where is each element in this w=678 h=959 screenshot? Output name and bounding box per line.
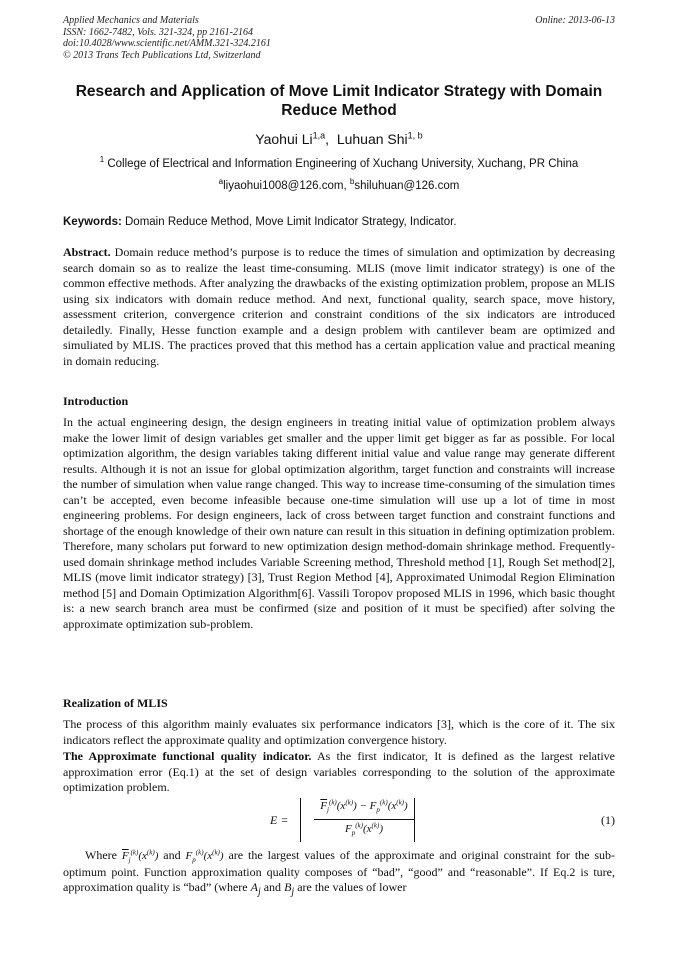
introduction-paragraph: In the actual engineering design, the design engineers in treating initial value of optimization problem always make the lower limit of design variables get smaller and the upper limit get bigger as far as possible. For local optimization algorithm, the design variables taking different initial value and value range may generate different results. Although it is not an issue for global optimization algorithm, target function and constraints will increase the number of simulation when value range changed. This way to increase time-consuming of the simulation times can’t be accepted, even become infeasible because one-time simulation will use up a lot of time in most engineering problems. For design engineers, lack of cross between target function and constraint functions and shortage of the enough knowledge of their own nature can result in this situation in defining optimization problem. Therefore, many scholars put forward to new optimization design method-domain shrinkage method. Frequently-used domain shrinkage method includes Variable Screening method, Threshold method [1], Rough Set method[2], MLIS (move limit indicator strategy) [3], Trust Region Method [4], Approximated Unimodal Region Elimination method [5] and Domain Optimization Algorithm[6]. Vassili Toropov proposed MLIS in 1996, which basic thought is: a new search branch area must be confirmed (size and position of it must be specified) after solving the approximate optimization sub-problem. (63, 415, 615, 631)
email-superscript: a (218, 177, 224, 187)
paper-title: Research and Application of Move Limit Indicator Strategy with Domain Reduce Method (75, 83, 603, 119)
equation-1 (270, 796, 615, 844)
indicator-paragraph (63, 749, 615, 796)
abstract-paragraph (63, 245, 615, 369)
abstract-label: Abstract. (63, 245, 111, 259)
realization-paragraph: The process of this algorithm mainly evaluates six performance indicators [3], which is the core of it. The six indicators reflect the approximate quality and optimization convergence history. (63, 717, 615, 747)
where-start: Where (85, 848, 117, 862)
email-line (63, 179, 615, 193)
doi-line: doi:10.4028/www.scientific.net/AMM.321-324.2161 (63, 38, 271, 49)
indicator-label: The Approximate functional quality indicator. (63, 749, 312, 763)
keywords-label: Keywords: (63, 216, 122, 228)
original-function-symbol: $F_p^{(k)}(x^{(k)})$ (185, 848, 224, 865)
author-superscript: 1, b (407, 130, 423, 141)
author-name: Yaohui Li (255, 131, 313, 147)
keywords (63, 215, 615, 229)
abs-bar-right (414, 798, 415, 842)
author-name: Luhuan Shi (336, 131, 408, 147)
abstract-text: Domain reduce method’s purpose is to reduce the times of simulation and optimization by decreasing search domain so as to realize the least time-consuming. MLIS (move limit indicator strategy) is one of the common effective methods. After analyzing the drawbacks of the existing optimization problem, propose an MLIS using six indicators with domain reduce method. And next, functional quality, search space, move history, assessment criterion, convergence criterion and constraint conditions of the six indicators are introduced detailedly. Finally, Hesse function example and a design problem with cantilever beam are optimized and simuliated by MLIS. The practices proved that this method has a certain application value and practical meaning in domain reducing. (63, 245, 616, 368)
affiliation-text: College of Electrical and Information Engineering of Xuchang University, Xuchang, PR China (107, 158, 579, 170)
where-text: are the largest values of the approximate and original constraint for the sub-optimum point. Function approximation quality composes of “bad”, “good” and “reasonable”. If Eq.2 is ture, approximation quality is “bad” (where (63, 848, 616, 894)
author-superscript: 1,a (312, 130, 326, 141)
journal-header (63, 15, 615, 61)
equation-denominator: $F_p^{(k)}(x^{(k)})$ (344, 821, 383, 838)
section-heading: Introduction (63, 394, 129, 408)
affiliation (63, 157, 615, 171)
journal-name: Applied Mechanics and Materials (63, 15, 199, 26)
email-link[interactable]: shiluhuan@126.com (354, 180, 460, 192)
email-link[interactable]: liyaohui1008@126.com, (223, 180, 347, 192)
where-tail: are the values of lower (297, 880, 407, 894)
symbol-a: $A_j$ (250, 880, 261, 898)
equation-number: (1) (601, 813, 615, 827)
where-and-2: and (263, 880, 282, 894)
online-date: Online: 2013-06-13 (535, 15, 615, 26)
symbol-b: $B_j$ (284, 880, 295, 898)
abs-bar-left (300, 798, 301, 842)
where-paragraph (63, 848, 615, 900)
indicator-text: As the first indicator, It is defined as the largest relative approximation error (Eq.1) at the set of design variables corresponding to the solution of the approximate optimization problem. (63, 749, 616, 794)
where-and: and (163, 848, 181, 862)
equation-numerator: $\overline{F}_j^{(k)}(x^{(k)}) - F_p^{(k)}(x^{(k)})$ (320, 798, 408, 815)
affiliation-superscript: 1 (99, 155, 105, 165)
section-heading: Realization of MLIS (63, 696, 168, 710)
approx-function-symbol: $\overline{F}_j^{(k)}(x^{(k)})$ (121, 848, 159, 865)
keywords-text: Domain Reduce Method, Move Limit Indicator Strategy, Indicator. (125, 216, 457, 228)
equation-lhs: E = (270, 813, 289, 827)
email-superscript: b (349, 177, 355, 187)
author-line (63, 131, 615, 147)
copyright-line: © 2013 Trans Tech Publications Ltd, Switzerland (63, 49, 261, 61)
issn-line: ISSN: 1662-7482, Vols. 321-324, pp 2161-2164 (63, 26, 253, 38)
fraction-line (314, 819, 414, 820)
author-separator: , (325, 131, 330, 147)
